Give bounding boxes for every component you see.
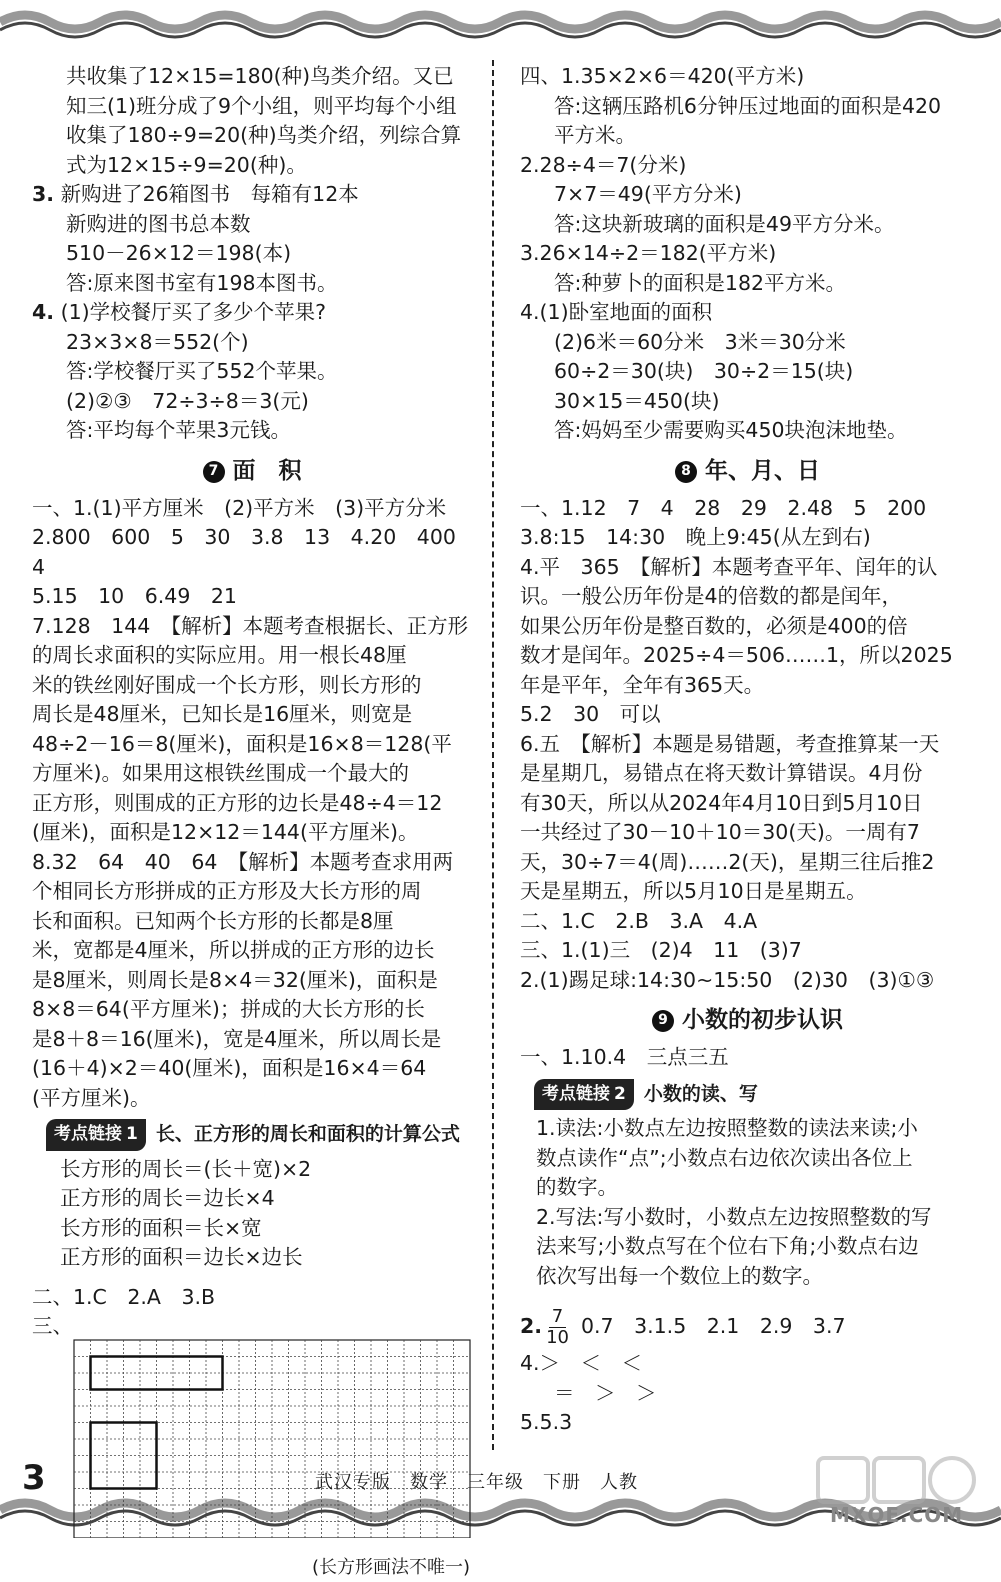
footer-text: 武汉专版 数学 三年级 下册 人教	[315, 1468, 638, 1494]
drawing-note: (长方形画法不唯一)	[32, 1553, 472, 1582]
text-line: 方厘米)。如果用这根铁丝围成一个最大的	[32, 759, 472, 789]
fraction	[546, 1307, 569, 1348]
text-line: 一共经过了30－10＋10＝30(天)。一周有7	[520, 818, 975, 848]
answer-4	[32, 298, 472, 446]
text-line: 3.8:15 14:30 晚上9:45(从左到右)	[520, 523, 975, 553]
text-line: 二、1.C 2.B 3.A 4.A	[520, 907, 975, 937]
column-divider	[492, 60, 494, 1450]
text-line: 米，宽都是4厘米，所以拼成的正方形的边长	[32, 936, 472, 966]
page-number: 3	[22, 1458, 46, 1498]
text-line: 4. (1)学校餐厅买了多少个苹果?	[32, 298, 472, 328]
rule-line: 2.写法:写小数时，小数点左边按照整数的写	[536, 1203, 975, 1233]
answer-3	[32, 180, 472, 298]
text-line: 正方形，则围成的正方形的边长是48÷4＝12	[32, 789, 472, 819]
text-line: 识。一般公历年份是4的倍数的都是闰年，	[520, 582, 975, 612]
text-line: (平方厘米)。	[32, 1084, 472, 1114]
text-line: 2.(1)踢足球:14:30~15:50 (2)30 (3)①③	[520, 966, 975, 996]
text-line: (2)6米＝60分米 3米＝30分米	[520, 328, 975, 358]
text-line: 如果公历年份是整百数的，必须是400的倍	[520, 612, 975, 642]
section-7-part3: 三、	[32, 1312, 472, 1342]
text-line: 4.平 365 【解析】本题考查平年、闰年的认	[520, 553, 975, 583]
key-point-link-1	[46, 1119, 472, 1151]
text-line: 是星期几，易错点在将天数计算错误。4月份	[520, 759, 975, 789]
text-line: 4.(1)卧室地面的面积	[520, 298, 975, 328]
text-line: 平方米。	[520, 121, 975, 151]
formula-line: 正方形的周长＝边长×4	[60, 1184, 472, 1214]
text-line: 答:平均每个苹果3元钱。	[32, 416, 472, 446]
key-point-title: 小数的读、写	[644, 1080, 758, 1110]
badge-number: 2	[614, 1084, 626, 1104]
text-line: 年是平年，全年有365天。	[520, 671, 975, 701]
text-line: 新购进的图书总本数	[32, 210, 472, 240]
rule-line: 的数字。	[536, 1173, 975, 1203]
text-line: 30×15＝450(块)	[520, 387, 975, 417]
fraction-denominator: 10	[546, 1328, 569, 1348]
text-line: 个相同长方形拼成的正方形及大长方形的周	[32, 877, 472, 907]
text-line: 是8厘米，则周长是8×4＝32(厘米)，面积是	[32, 966, 472, 996]
watermark-text: MXQE.COM	[830, 1503, 963, 1527]
text-line: (厘米)，面积是12×12＝144(平方厘米)。	[32, 818, 472, 848]
grid-paper	[72, 1338, 472, 1538]
text-line: 一、1.(1)平方厘米 (2)平方米 (3)平方分米	[32, 494, 472, 524]
text-line: 是8＋8＝16(厘米)，宽是4厘米，所以周长是	[32, 1025, 472, 1055]
text-line: 5.2 30 可以	[520, 700, 975, 730]
section-title-area	[520, 456, 975, 488]
text-line: 答:这块新玻璃的面积是49平方分米。	[520, 210, 975, 240]
text-line: 3.26×14÷2＝182(平方米)	[520, 239, 975, 269]
text-line: 2.800 600 5 30 3.8 13 4.20 400 4	[32, 523, 472, 582]
key-point-title: 长、正方形的周长和面积的计算公式	[156, 1120, 460, 1150]
formula-line: 长方形的周长＝(长＋宽)×2	[60, 1155, 472, 1185]
text-line: 数才是闰年。2025÷4＝506……1，所以2025	[520, 641, 975, 671]
key-point-link-2	[534, 1079, 975, 1111]
rule-line: 1.读法:小数点左边按照整数的读法来读;小	[536, 1114, 975, 1144]
text-line: 8×8＝64(平方厘米)；拼成的大长方形的长	[32, 995, 472, 1025]
text-line: (2)②③ 72÷3÷8＝3(元)	[32, 387, 472, 417]
formula-line: 正方形的面积＝边长×边长	[60, 1243, 472, 1273]
text-line: 答:妈妈至少需要购买450块泡沫地垫。	[520, 416, 975, 446]
rule-line: 依次写出每一个数位上的数字。	[536, 1262, 975, 1292]
text-line: 23×3×8＝552(个)	[32, 328, 472, 358]
text-line: 510－26×12＝198(本)	[32, 239, 472, 269]
section-8-answers	[520, 494, 975, 996]
section-7-part2: 二、1.C 2.A 3.B	[32, 1283, 472, 1313]
text-line: 48÷2－16＝8(厘米)，面积是16×8＝128(平	[32, 730, 472, 760]
section-number-icon: 8	[675, 461, 697, 483]
text-line: 60÷2＝30(块) 30÷2＝15(块)	[520, 357, 975, 387]
text-line: 三、1.(1)三 (2)4 11 (3)7	[520, 936, 975, 966]
text-line: 长和面积。已知两个长方形的长都是8厘	[32, 907, 472, 937]
badge-label: 考点链接	[54, 1124, 122, 1144]
text-line: 2.28÷4＝7(分米)	[520, 151, 975, 181]
section-title-area	[32, 456, 472, 488]
text-line: 答:这辆压路机6分钟压过地面的面积是420	[520, 92, 975, 122]
text-line: 6.五 【解析】本题是易错题，考查推算某一天	[520, 730, 975, 760]
section-number-icon: 7	[203, 461, 225, 483]
decimal-rules	[520, 1114, 975, 1291]
key-point-badge	[46, 1119, 146, 1151]
text-line: 一、1.12 7 4 28 29 2.48 5 200	[520, 494, 975, 524]
text-line: 答:种萝卜的面积是182平方米。	[520, 269, 975, 299]
rule-line: 数点读作“点”;小数点右边依次读出各位上	[536, 1144, 975, 1174]
text-line: 4.＞ ＜ ＜	[520, 1349, 975, 1379]
text-line: 收集了180÷9=20(种)鸟类介绍，列综合算	[32, 121, 472, 151]
answer-2-line	[520, 1305, 975, 1349]
section-title: 年、月、日	[705, 457, 820, 487]
text-line: 天，30÷7＝4(周)……2(天)，星期三往后推2	[520, 848, 975, 878]
answer-text: 0.7 3.1.5 2.1 2.9 3.7	[581, 1312, 846, 1342]
section-7-answers	[32, 494, 472, 1114]
text-line: 3. 新购进了26箱图书 每箱有12本	[32, 180, 472, 210]
text-line: 米的铁丝刚好围成一个长方形，则长方形的	[32, 671, 472, 701]
text-line: 四、1.35×2×6＝420(平方米)	[520, 62, 975, 92]
section-9-line: 一、1.10.4 三点三五	[520, 1043, 975, 1073]
right-column	[520, 62, 975, 1438]
carryover-text	[32, 62, 472, 180]
text-line: 周长是48厘米，已知长是16厘米，则宽是	[32, 700, 472, 730]
text-line: 天是星期五，所以5月10日是星期五。	[520, 877, 975, 907]
fraction-numerator: 7	[549, 1307, 566, 1328]
formula-list	[32, 1155, 472, 1273]
text-line: 7×7＝49(平方分米)	[520, 180, 975, 210]
text-line: ＝ ＞ ＞	[520, 1379, 975, 1409]
text-line: 5.5.3	[520, 1408, 975, 1438]
badge-number: 1	[126, 1124, 138, 1144]
answer-prefix: 2.	[520, 1312, 542, 1342]
answer-text: (1)学校餐厅买了多少个苹果?	[61, 300, 326, 324]
text-line: 知三(1)班分成了9个小组，则平均每个小组	[32, 92, 472, 122]
section-6-part4	[520, 62, 975, 446]
answer-text: 新购进了26箱图书 每箱有12本	[61, 182, 359, 206]
drawing-area	[32, 1338, 472, 1553]
key-point-badge	[534, 1079, 634, 1111]
top-wave-border	[0, 0, 1001, 40]
rule-line: 法来写;小数点写在个位右下角;小数点右边	[536, 1232, 975, 1262]
text-line: 8.32 64 40 64 【解析】本题考查求用两	[32, 848, 472, 878]
text-line: 有30天，所以从2024年4月10日到5月10日	[520, 789, 975, 819]
formula-line: 长方形的面积＝长×宽	[60, 1214, 472, 1244]
section-number-icon: 9	[652, 1010, 674, 1032]
section-title: 面 积	[233, 457, 302, 487]
text-line: (16＋4)×2＝40(厘米)，面积是16×4＝64	[32, 1054, 472, 1084]
section-title: 小数的初步认识	[682, 1006, 843, 1036]
section-title-area	[520, 1005, 975, 1037]
text-line: 7.128 144 【解析】本题考查根据长、正方形	[32, 612, 472, 642]
text-line: 式为12×15÷9=20(种)。	[32, 151, 472, 181]
text-line: 的周长求面积的实际应用。用一根长48厘	[32, 641, 472, 671]
text-line: 5.15 10 6.49 21	[32, 582, 472, 612]
text-line: 答:原来图书室有198本图书。	[32, 269, 472, 299]
left-column	[32, 62, 472, 1582]
badge-label: 考点链接	[542, 1084, 610, 1104]
text-line: 答:学校餐厅买了552个苹果。	[32, 357, 472, 387]
text-line: 共收集了12×15=180(种)鸟类介绍。又已	[32, 62, 472, 92]
